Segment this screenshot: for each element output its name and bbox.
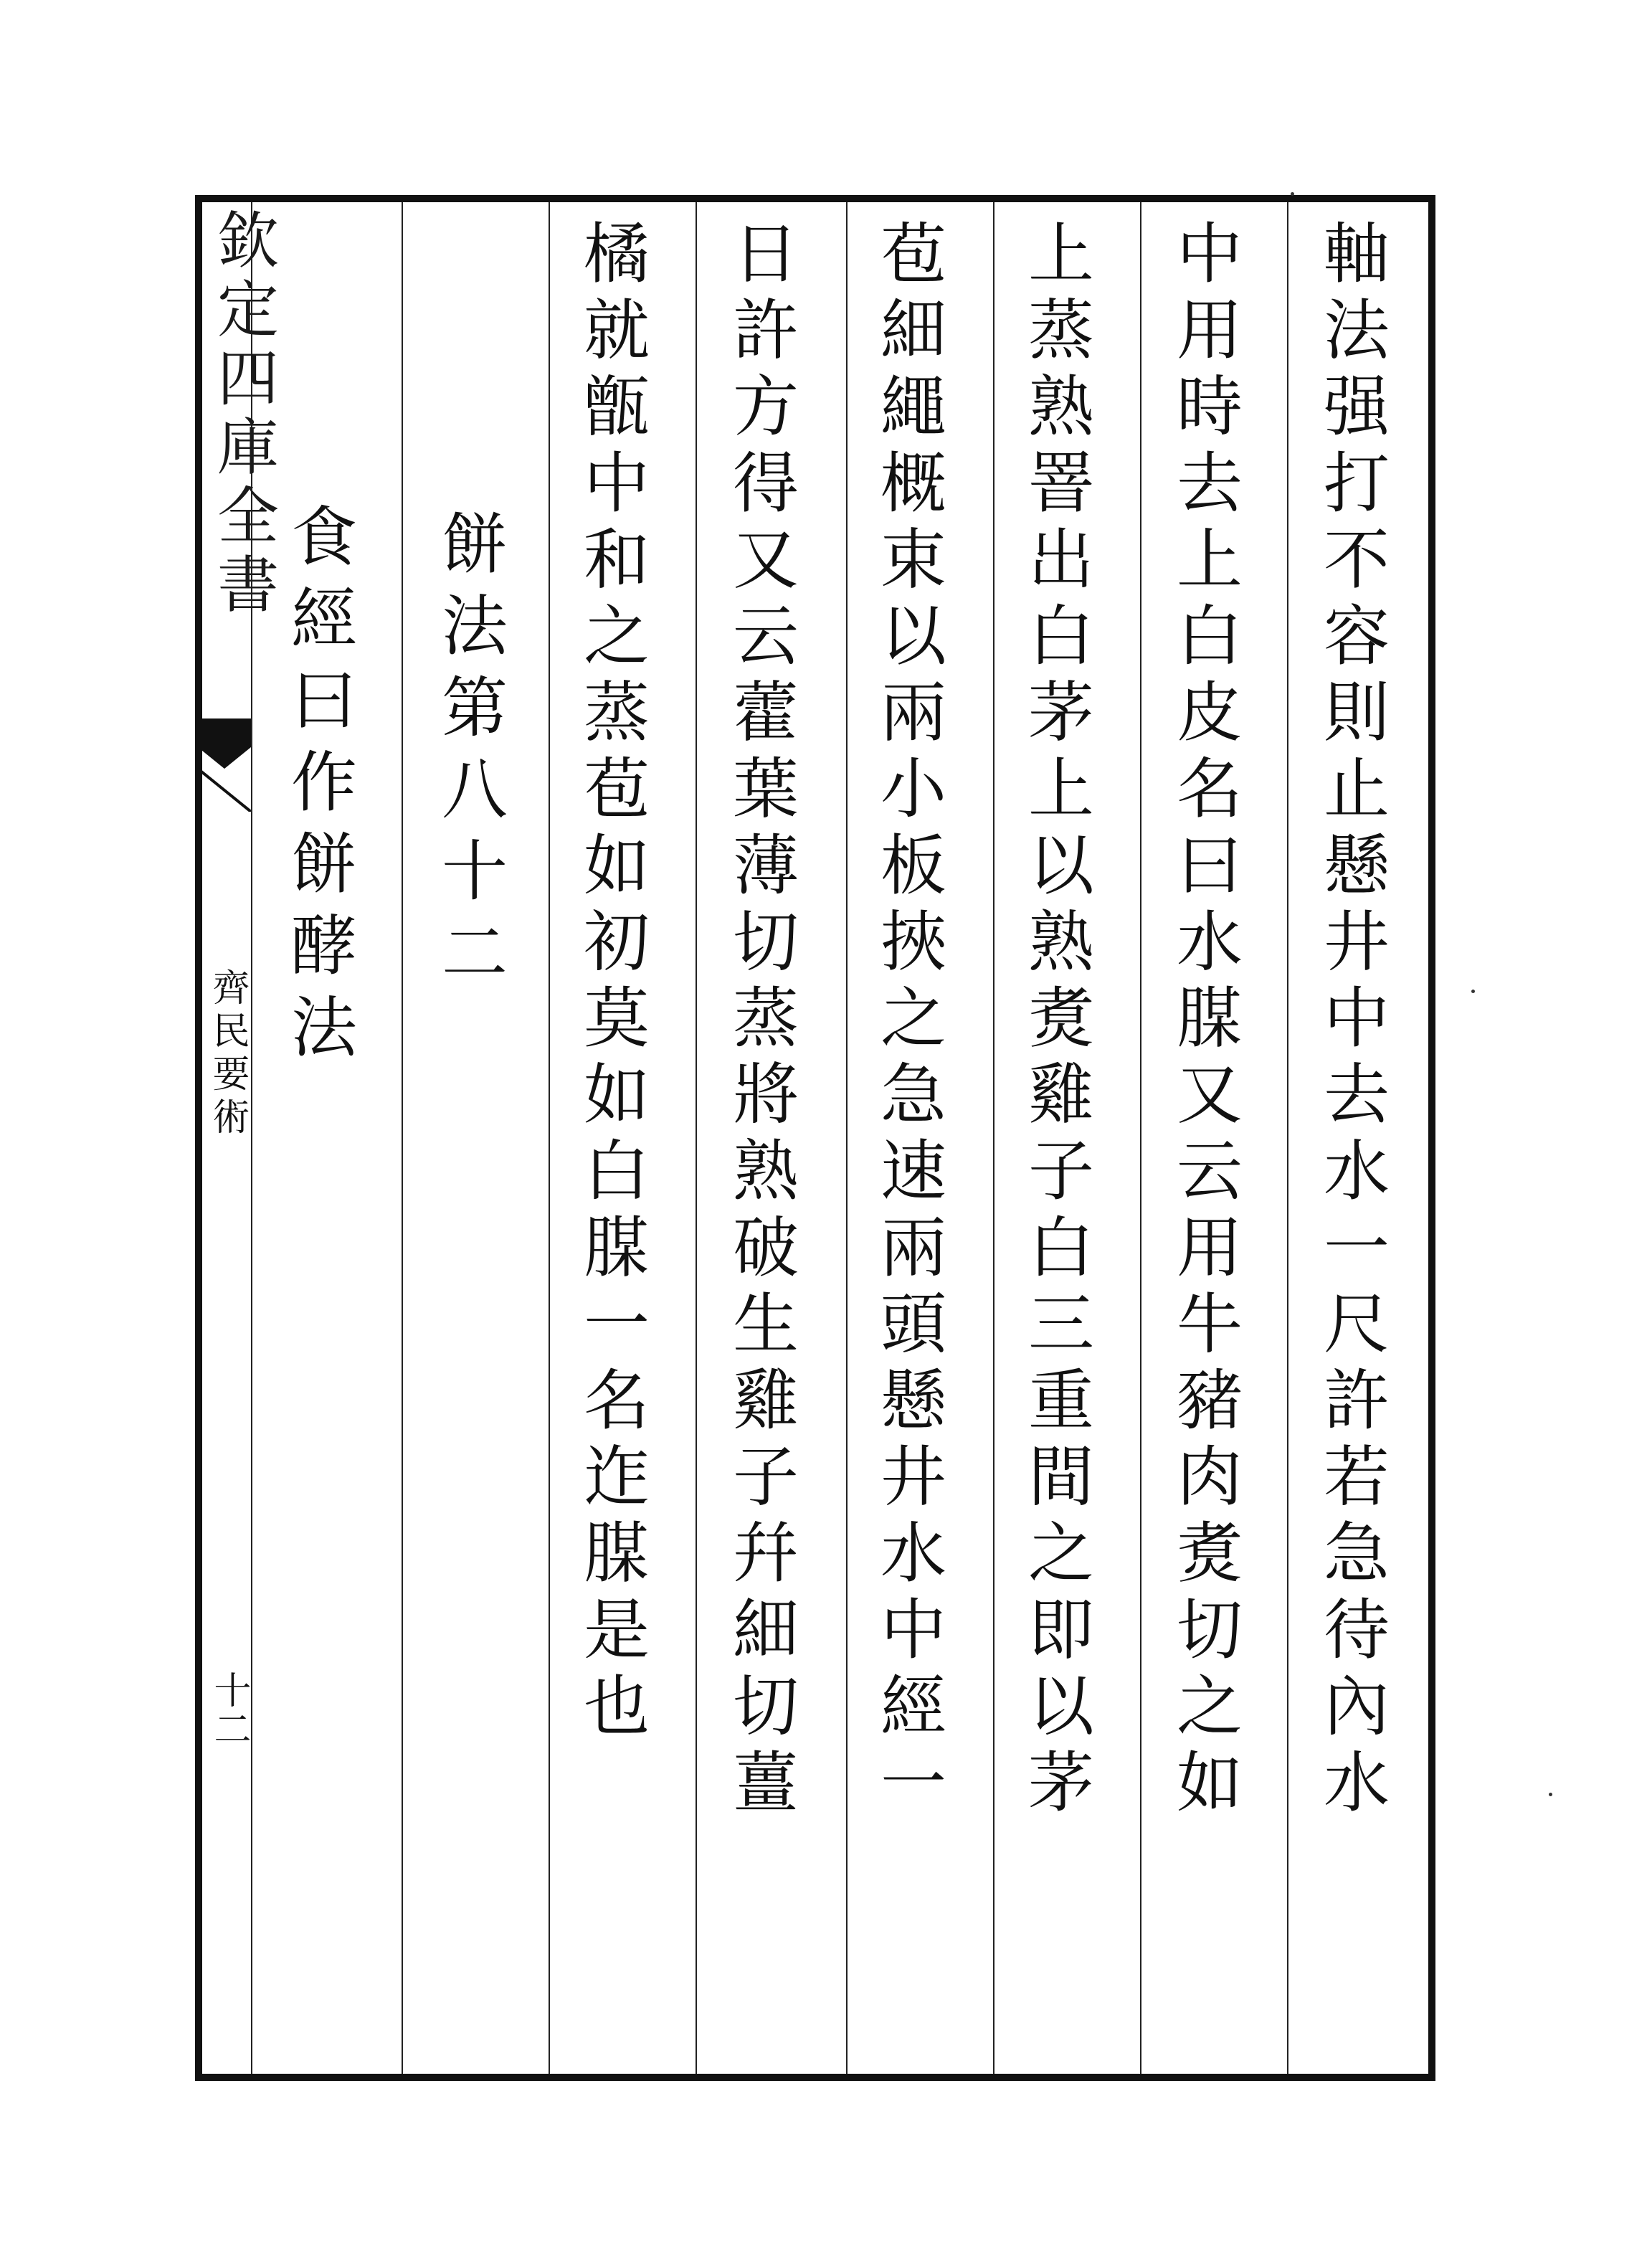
column-rule <box>549 202 550 2074</box>
text-column: 軸法强打不容則止懸井中去水一尺許若急待內水 <box>1313 219 1390 1824</box>
subheading: 食經曰作餅酵法 <box>280 502 357 1074</box>
text-column: 中用時去上白皮名曰水腜又云用牛豬肉煑切之如 <box>1166 219 1243 1824</box>
text-column: 上蒸熟罯出白茅上以熟煑雞子白三重間之即以茅 <box>1017 219 1094 1824</box>
series-title: 欽定四庫全書 <box>206 208 278 621</box>
text-column: 苞細繩概束以兩小板挾之急速兩頭懸井水中經一 <box>870 219 946 1824</box>
scan-speck <box>1471 990 1475 993</box>
column-rule <box>1287 202 1288 2074</box>
chapter-heading: 餅法第八十二 <box>431 509 508 1000</box>
page-number: 十二 <box>207 1671 250 1748</box>
column-rule <box>696 202 697 2074</box>
scan-speck <box>1291 192 1294 196</box>
scan-speck <box>1549 1793 1552 1796</box>
text-column: 橘就甑中和之蒸苞如初莫如白腜一名迮腜是也 <box>573 219 650 1747</box>
column-rule <box>1140 202 1141 2074</box>
text-column: 日許方得又云藿葉薄切蒸將熟破生雞子幷細切薑 <box>722 219 799 1824</box>
column-rule <box>402 202 403 2074</box>
fishtail-mark-icon <box>198 718 251 812</box>
book-title: 齊民要術 <box>206 968 249 1140</box>
column-rule <box>846 202 848 2074</box>
column-rule <box>993 202 994 2074</box>
page-frame <box>195 195 1435 2081</box>
